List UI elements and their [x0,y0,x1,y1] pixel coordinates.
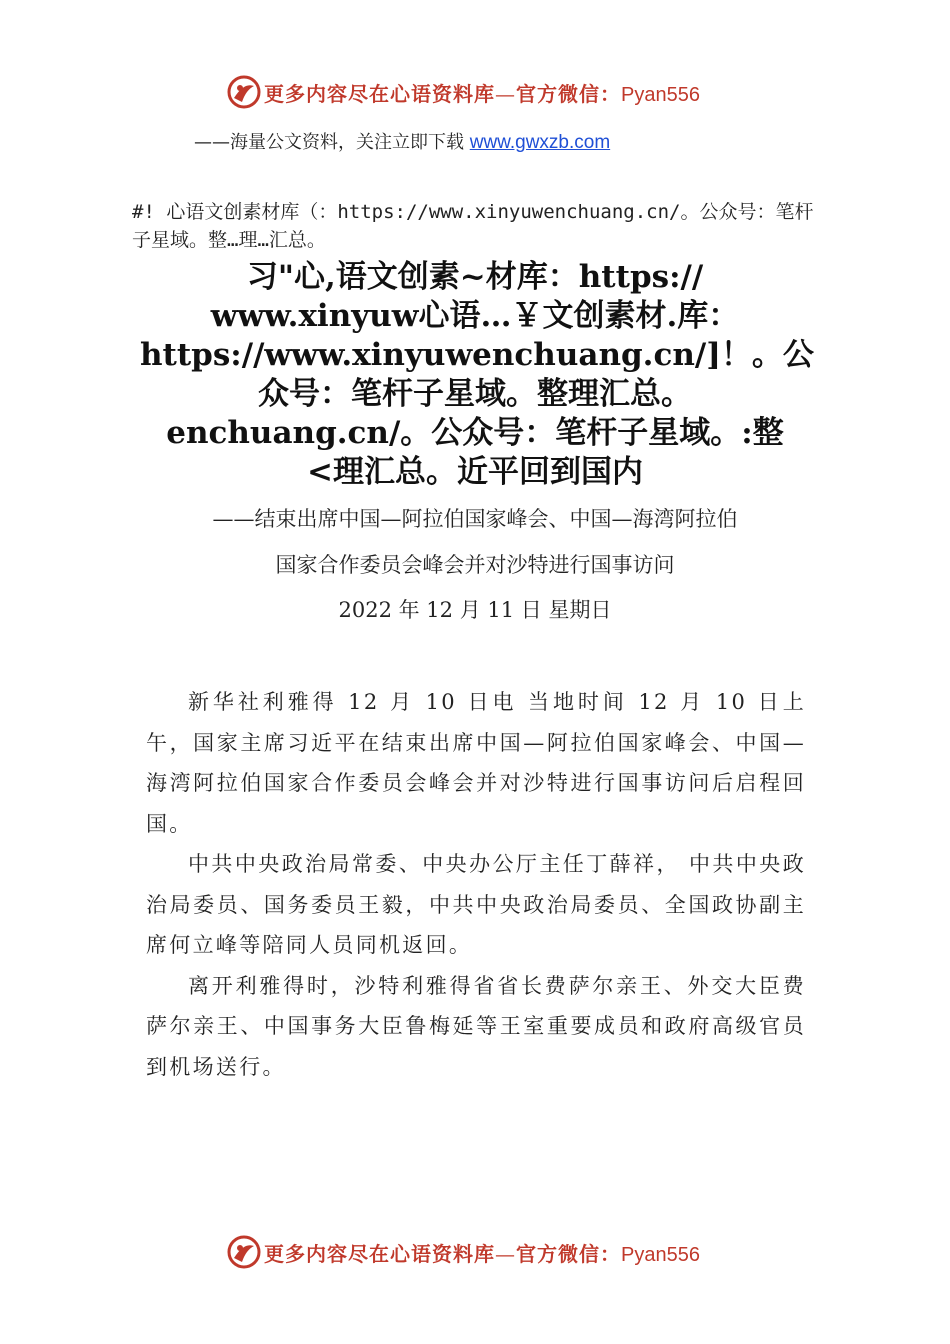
book-logo-icon [226,1234,262,1270]
page-title [140,258,814,492]
title-line: 众号：笔杆子星域。整理汇总。 [258,376,692,412]
title-line: <理汇总。近平回到国内 [307,454,643,490]
banner-separator: — [495,1242,516,1266]
article-body [146,682,806,1087]
banner-wechat-label: 官方微信： [516,1242,621,1266]
paragraph: 中共中央政治局常委、中央办公厅主任丁薛祥， 中共中央政治局委员、国务委员王毅，中共中央政治局委员、全国政协副主席何立峰等陪同人员同机返回。 [146,852,806,957]
download-notice [194,128,610,154]
banner-wechat-label: 官方微信： [516,82,621,106]
banner-wechat-id: Pyan556 [621,84,700,106]
title-line: https://www.xinyuwenchuang.cn/]！。公 [140,337,814,373]
banner-wechat-id: Pyan556 [621,1244,700,1266]
source-noise-text: #! 心语文创素材库（：https://www.xinyuwenchuang.cn/。公众号：笔杆子星域。整…理…汇总。 [132,201,814,251]
banner-text-group [264,1238,700,1267]
title-line: enchuang.cn/。公众号：笔杆子星域。:整 [166,415,784,451]
banner-text-group [264,78,700,107]
subtitle-line-2: 国家合作委员会峰会并对沙特进行国事访问 [275,553,675,577]
title-line: www.xinyuw心语…￥文创素材.库： [210,298,740,334]
subtitle-line-1: ——结束出席中国—阿拉伯国家峰会、中国—海湾阿拉伯 [212,507,738,531]
banner-text: 更多内容尽在心语资料库 [264,82,495,106]
download-link[interactable]: www.gwxzb.com [469,132,611,153]
banner-text: 更多内容尽在心语资料库 [264,1242,495,1266]
footer-banner [0,1232,950,1272]
date-line: 2022 年 12 月 11 日 星期日 [338,598,612,622]
paragraph: 离开利雅得时，沙特利雅得省省长费萨尔亲王、外交大臣费萨尔亲王、中国事务大臣鲁梅延等王室重要成员和政府高级官员到机场送行。 [146,973,806,1079]
banner-separator: — [495,82,516,106]
book-logo-icon [226,74,262,110]
download-notice-text: ——海量公文资料，关注立即下载 [194,132,470,153]
header-banner [0,72,950,112]
paragraph: 新华社利雅得 12 月 10 日电 当地时间 12 月 10 日上午，国家主席习近平在结束出席中国—阿拉伯国家峰会、中国—海湾阿拉伯国家合作委员会峰会并对沙特进行国事访问后启程回国。 [146,690,806,836]
title-line: 习"心,语文创素~材库：https:// [246,259,704,295]
